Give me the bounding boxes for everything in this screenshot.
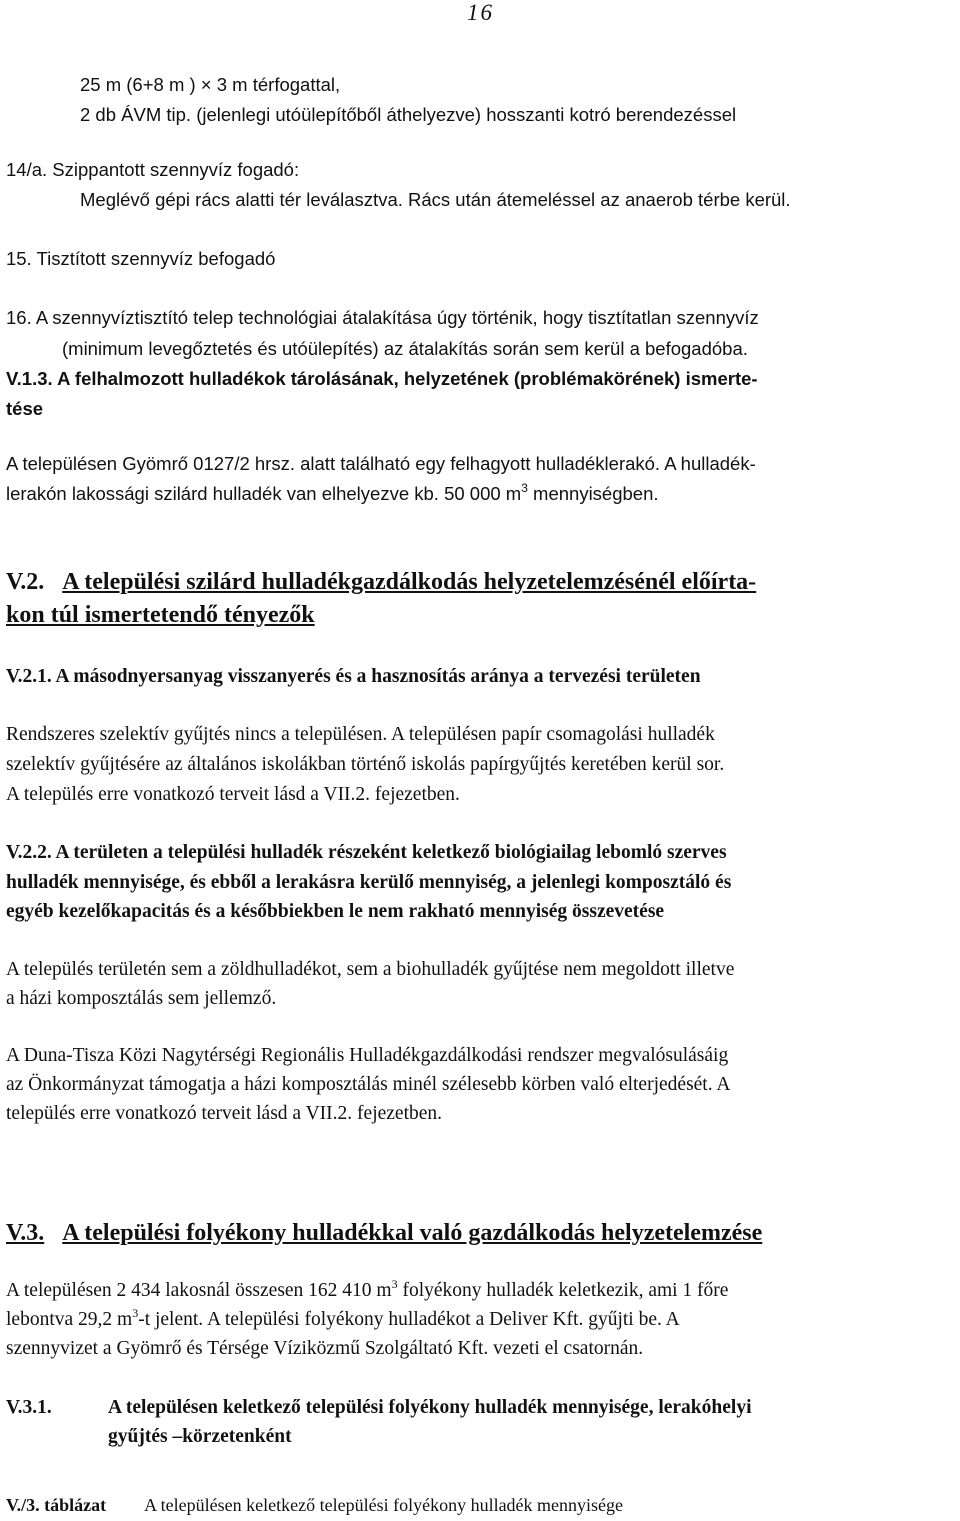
section-heading-v31: A településen keletkező települési folyékony hulladék mennyisége, lerakóhelyi xyxy=(108,1397,752,1418)
section-heading-v22: egyéb kezelőkapacitás és a későbbiekben le nem rakható mennyiség összevetése xyxy=(6,901,665,922)
list-item: 25 m (6+8 m ) × 3 m térfogattal, xyxy=(80,74,341,95)
section-heading-v2 xyxy=(6,568,954,597)
paragraph-line: szennyvizet a Gyömrő és Térsége Víziközmű Szolgáltató Kft. vezeti el csatornán. xyxy=(6,1338,644,1359)
table-caption xyxy=(6,1491,954,1520)
text-span: -t jelent. A települési folyékony hulladékot a Deliver Kft. gyűjti be. A xyxy=(138,1309,680,1330)
list-item: 16. A szennyvíztisztító telep technológiai átalakítása úgy történik, hogy tisztítatlan szennyvíz xyxy=(6,307,759,328)
text-span: folyékony hulladék keletkezik, ami 1 főre xyxy=(397,1280,729,1301)
heading-number: V.3. xyxy=(6,1220,45,1246)
heading-text: A települési folyékony hulladékkal való gazdálkodás helyzetelemzése xyxy=(62,1220,763,1246)
section-number-v31: V.3.1. xyxy=(6,1397,52,1418)
paragraph-line: Rendszeres szelektív gyűjtés nincs a településen. A településen papír csomagolási hulladék xyxy=(6,724,715,745)
paragraph-line xyxy=(6,479,954,508)
text-span: lebontva 29,2 m xyxy=(6,1309,133,1330)
paragraph-line: A település erre vonatkozó terveit lásd a VII.2. fejezetben. xyxy=(6,784,460,805)
section-heading-v31-cont: gyűjtés –körzetenként xyxy=(108,1426,292,1447)
paragraph-line xyxy=(6,1305,954,1334)
superscript: 3 xyxy=(391,1277,398,1291)
paragraph-line: A településen Gyömrő 0127/2 hrsz. alatt található egy felhagyott hulladéklerakó. A hulladék- xyxy=(6,453,756,474)
section-heading-v13: V.1.3. A felhalmozott hulladékok tárolásának, helyzetének (problémakörének) ismerte- xyxy=(6,368,758,389)
section-heading-v13-cont: tése xyxy=(6,398,44,419)
section-heading-v22: V.2.2. A területen a települési hulladék részeként keletkező biológiailag lebomló szerves xyxy=(6,842,727,863)
paragraph-line: település erre vonatkozó terveit lásd a VII.2. fejezetben. xyxy=(6,1103,443,1124)
paragraph-line: A Duna-Tisza Közi Nagytérségi Regionális Hulladékgazdálkodási rendszer megvalósulásáig xyxy=(6,1045,729,1066)
table-title: A településen keletkező települési folyékony hulladék mennyisége xyxy=(144,1495,624,1515)
superscript: 3 xyxy=(132,1306,139,1320)
text-span: A településen 2 434 lakosnál összesen 162 410 m xyxy=(6,1280,392,1301)
paragraph-line xyxy=(6,1276,954,1305)
section-heading-v2-cont xyxy=(6,601,954,630)
table-label: V./3. táblázat xyxy=(6,1495,107,1515)
list-item: 2 db ÁVM tip. (jelenlegi utóülepítőből áthelyezve) hosszanti kotró berendezéssel xyxy=(80,104,737,125)
text-span: lerakón lakossági szilárd hulladék van elhelyezve kb. 50 000 m xyxy=(6,483,522,504)
section-heading-v22: hulladék mennyisége, és ebből a lerakásra kerülő mennyiség, a jelenlegi komposztáló és xyxy=(6,872,732,893)
paragraph-line: szelektív gyűjtésére az általános iskolákban történő iskolás papírgyűjtés keretében kerül sor. xyxy=(6,754,725,775)
heading-number: V.2. xyxy=(6,569,45,595)
list-item: 14/a. Szippantott szennyvíz fogadó: xyxy=(6,159,300,180)
paragraph-line: a házi komposztálás sem jellemző. xyxy=(6,988,277,1009)
list-item: (minimum levegőztetés és utóülepítés) az átalakítás során sem kerül a befogadóba. xyxy=(62,338,748,359)
page-number: 16 xyxy=(467,0,494,25)
section-heading-v3 xyxy=(6,1219,954,1248)
superscript: 3 xyxy=(521,481,528,495)
list-item: Meglévő gépi rács alatti tér leválasztva. Rács után átemeléssel az anaerob térbe kerül. xyxy=(80,189,791,210)
paragraph-line: az Önkormányzat támogatja a házi komposztálás minél szélesebb körben való elterjedését. A xyxy=(6,1074,731,1095)
list-item: 15. Tisztított szennyvíz befogadó xyxy=(6,248,276,269)
section-heading-v21: V.2.1. A másodnyersanyag visszanyerés és a hasznosítás aránya a tervezési területen xyxy=(6,666,701,687)
paragraph-line: A település területén sem a zöldhulladékot, sem a biohulladék gyűjtése nem megoldott illetve xyxy=(6,959,735,980)
text-span: mennyiségben. xyxy=(527,483,659,504)
heading-text: kon túl ismertetendő tényezők xyxy=(6,602,315,628)
heading-text: A települési szilárd hulladékgazdálkodás helyzetelemzésénél előírta- xyxy=(62,569,757,595)
